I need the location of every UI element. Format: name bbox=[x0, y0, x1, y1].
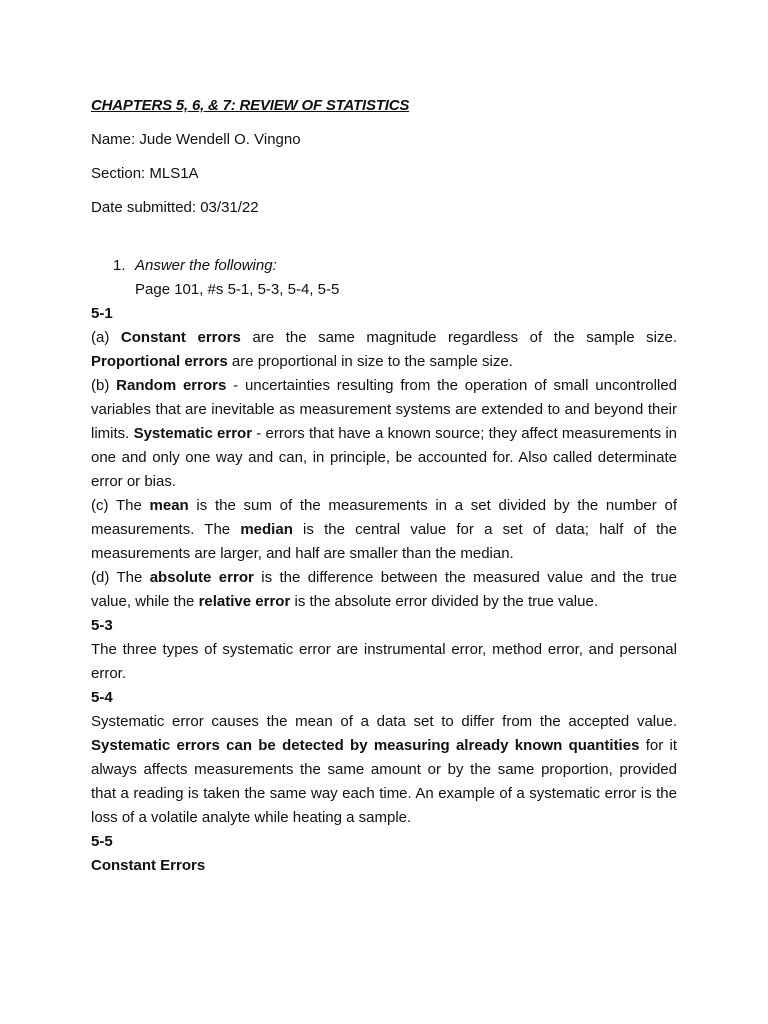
bold-term: Constant errors bbox=[120, 329, 241, 346]
answer-5-5-heading: Constant Errors bbox=[91, 857, 206, 874]
bold-term: median bbox=[240, 521, 293, 538]
instruction-number: 1. bbox=[113, 257, 126, 274]
text-run: Systematic error causes the mean of a data set to differ from the accepted value. bbox=[91, 713, 677, 730]
bold-term: Proportional errors bbox=[91, 353, 228, 370]
text-run: (a) bbox=[91, 329, 121, 346]
bold-term: absolute error bbox=[149, 569, 254, 586]
text-run: - uncertainties resulting from the operation of small uncontrolled variables that are inevitable as measurement systems are extended to and beyond their limits. bbox=[91, 377, 678, 442]
answer-5-1-b bbox=[91, 374, 677, 494]
bold-term: Random errors bbox=[116, 377, 227, 394]
text-run: for it always affects measurements the same amount or by the same proportion, provided that a reading is taken the same way each time. An example of a systematic error is the loss of a volatile analyte while heating a sample. bbox=[91, 737, 677, 826]
text-run: - errors that have a known source; they affect measurements in one and only one way and can, in principle, be accounted for. Also called determinate error or bias. bbox=[91, 425, 677, 490]
student-name: Name: Jude Wendell O. Vingno bbox=[91, 131, 301, 148]
answer-5-1-c bbox=[91, 494, 677, 566]
question-5-1-label: 5-1 bbox=[91, 305, 113, 322]
document-title: CHAPTERS 5, 6, & 7: REVIEW OF STATISTICS bbox=[91, 97, 410, 114]
bold-term: Systematic error bbox=[133, 425, 253, 442]
answer-5-3: The three types of systematic error are instrumental error, method error, and personal error. bbox=[91, 641, 677, 682]
text-run: (c) The bbox=[91, 497, 150, 514]
text-run: are proportional in size to the sample size. bbox=[227, 353, 513, 370]
student-section: Section: MLS1A bbox=[91, 165, 199, 182]
text-run: is the difference between the measured value and the true value, while the bbox=[91, 569, 677, 610]
bold-term: relative error bbox=[198, 593, 291, 610]
text-run: is the sum of the measurements in a set divided by the number of measurements. The bbox=[91, 497, 678, 538]
text-run: is the central value for a set of data; half of the measurements are larger, and half are smaller than the median. bbox=[91, 521, 677, 562]
instruction-text: Answer the following: bbox=[135, 257, 277, 274]
answer-5-4 bbox=[91, 710, 677, 830]
text-run: are the same magnitude regardless of the sample size. bbox=[240, 329, 677, 346]
text-run: (d) The bbox=[91, 569, 150, 586]
question-5-3-label: 5-3 bbox=[91, 617, 113, 634]
bold-term: Systematic errors can be detected by measuring already known quantities bbox=[91, 737, 640, 754]
instruction-item bbox=[91, 254, 677, 278]
text-run: (b) bbox=[91, 377, 117, 394]
date-submitted: Date submitted: 03/31/22 bbox=[91, 199, 259, 216]
answer-5-1-d bbox=[91, 566, 677, 614]
question-5-5-label: 5-5 bbox=[91, 833, 113, 850]
question-5-4-label: 5-4 bbox=[91, 689, 113, 706]
bold-term: mean bbox=[149, 497, 189, 514]
answer-5-1-a bbox=[91, 326, 677, 374]
text-run: is the absolute error divided by the true value. bbox=[290, 593, 598, 610]
instruction-subtext: Page 101, #s 5-1, 5-3, 5-4, 5-5 bbox=[135, 281, 340, 298]
document-content bbox=[91, 94, 677, 878]
